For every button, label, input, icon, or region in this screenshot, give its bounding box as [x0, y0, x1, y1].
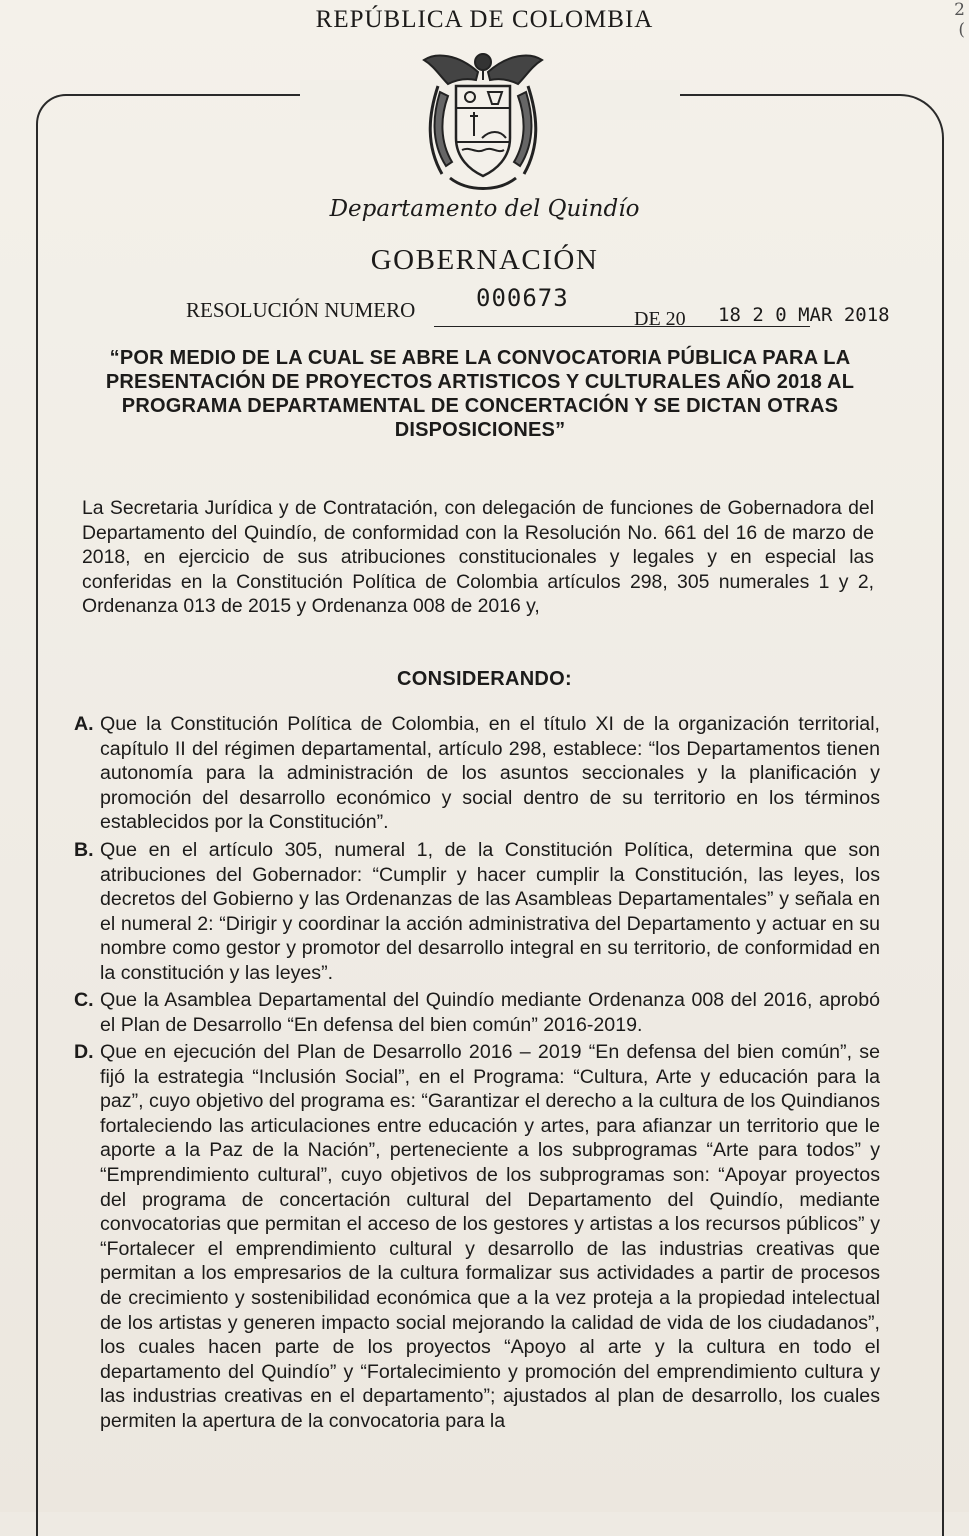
intro-paragraph: La Secretaria Jurídica y de Contratación, con delegación de funciones de Gobernadora del Departamento del Quindío, de conformidad con la Resolución No. 661 del 16 de marzo de 2018, en ejercicio de sus atribuciones constitucionales y legales y en especial las conferidas en la Constitución Política de Colombia artículos 298, 305 numerales 1 y 2, Ordenanza 013 de 2015 y Ordenanza 008 de 2016 y, — [82, 497, 874, 618]
country-heading: REPÚBLICA DE COLOMBIA — [315, 6, 654, 33]
item-text: Que en ejecución del Plan de Desarrollo 2016 – 2019 “En defensa del bien común”, se fijó la estrategia “Inclusión Social”, en el Programa: “Cultura, Arte y educación para la paz”, cuyo objetivo del programa es: “Garantizar el derecho a la cultura de los Quindianos fortaleciendo las articulaciones entre educación y artes, para afianzar un territorio que le aporte a la Paz de la Nación”, perteneciente a los subprogramas “Arte para todos” y “Emprendimiento cultural”, cuyo objetivos de los subprogramas son: “Apoyar proyectos del programa de concertación cultural del Departamento del Quindío, mediante convocatorias que permitan el acceso de los gestores y artistas a los recursos públicos” y “Fortalecer el emprendimiento cultural y desarrollo de las industrias creativas que permitan a los empresarios de la cultura formalizar sus actividades a partir de procesos de crecimiento y sostenibilidad económica que a la vez proteja a la propiedad intelectual de los artistas y generen impacto social mejorando la calidad de vida de los ciudadanos”, los cuales hacen parte de los proyectos “Apoyo al arte y la cultura en todo el departamento del Quindío” y “Fortalecimiento y promoción del emprendimiento cultura y las industrias creativas en el departamento”; ajustados al plan de desarrollo, los cuales permiten la apertura de la convocatoria para la — [100, 1041, 880, 1432]
item-marker: A. — [74, 713, 94, 735]
considerando-heading: CONSIDERANDO: — [396, 668, 572, 690]
item-marker: B. — [74, 839, 94, 861]
resolution-label: RESOLUCIÓN NUMERO — [186, 298, 416, 322]
item-marker: D. — [74, 1041, 94, 1063]
corner-handwritten-note: 2 ( — [954, 0, 965, 41]
item-text: Que la Asamblea Departamental del Quindío mediante Ordenanza 008 del 2016, aprobó el Plan de Desarrollo “En defensa del bien común” 2016-2019. — [100, 989, 880, 1036]
resolution-title: “POR MEDIO DE LA CUAL SE ABRE LA CONVOCATORIA PÚBLICA PARA LA PRESENTACIÓN DE PROYECTOS ARTISTICOS Y CULTURALES AÑO 2018 AL PROGRAMA DEPARTAMENTAL DE CONCERTACIÓN Y SE DICTAN OTRAS DISPOSICIONES” — [105, 347, 855, 441]
resolution-underline — [434, 326, 810, 327]
coat-of-arms-of-colombia-icon — [418, 46, 548, 198]
item-text: Que la Constitución Política de Colombia, en el título XI de la organización territorial, capítulo II del régimen departamental, artículo 298, establece: “los Departamentos tienen autonomía para la administración de los asuntos seccionales y la planificación y promoción del desarrollo económico y social dentro de su territorio en los términos establecidos por la Constitución”. — [100, 713, 880, 834]
resolution-date-stamp: 18 2 0 MAR 2018 — [718, 304, 890, 326]
resolution-line — [186, 284, 906, 334]
resolution-year-label: DE 20 — [634, 308, 686, 330]
considerando-item — [74, 712, 880, 835]
considerando-item — [74, 1040, 880, 1434]
office-heading: GOBERNACIÓN — [370, 244, 599, 276]
considerando-item — [74, 988, 880, 1037]
resolution-number: 000673 — [476, 284, 569, 312]
item-text: Que en el artículo 305, numeral 1, de la Constitución Política, determina que son atribuciones del Gobernador: “Cumplir y hacer cumplir la Constitución, las leyes, los decretos del Gobierno y las Ordenanzas de las Asambleas Departamentales” y señala en el numeral 2: “Dirigir y coordinar la acción administrativa del Departamento y actuar en su nombre como gestor y promotor del desarrollo integral en su territorio, de conformidad en la constitución y las leyes”. — [100, 839, 880, 984]
department-script-name: Departamento del Quindío — [329, 196, 640, 222]
item-marker: C. — [74, 989, 94, 1011]
considerando-item — [74, 838, 880, 986]
